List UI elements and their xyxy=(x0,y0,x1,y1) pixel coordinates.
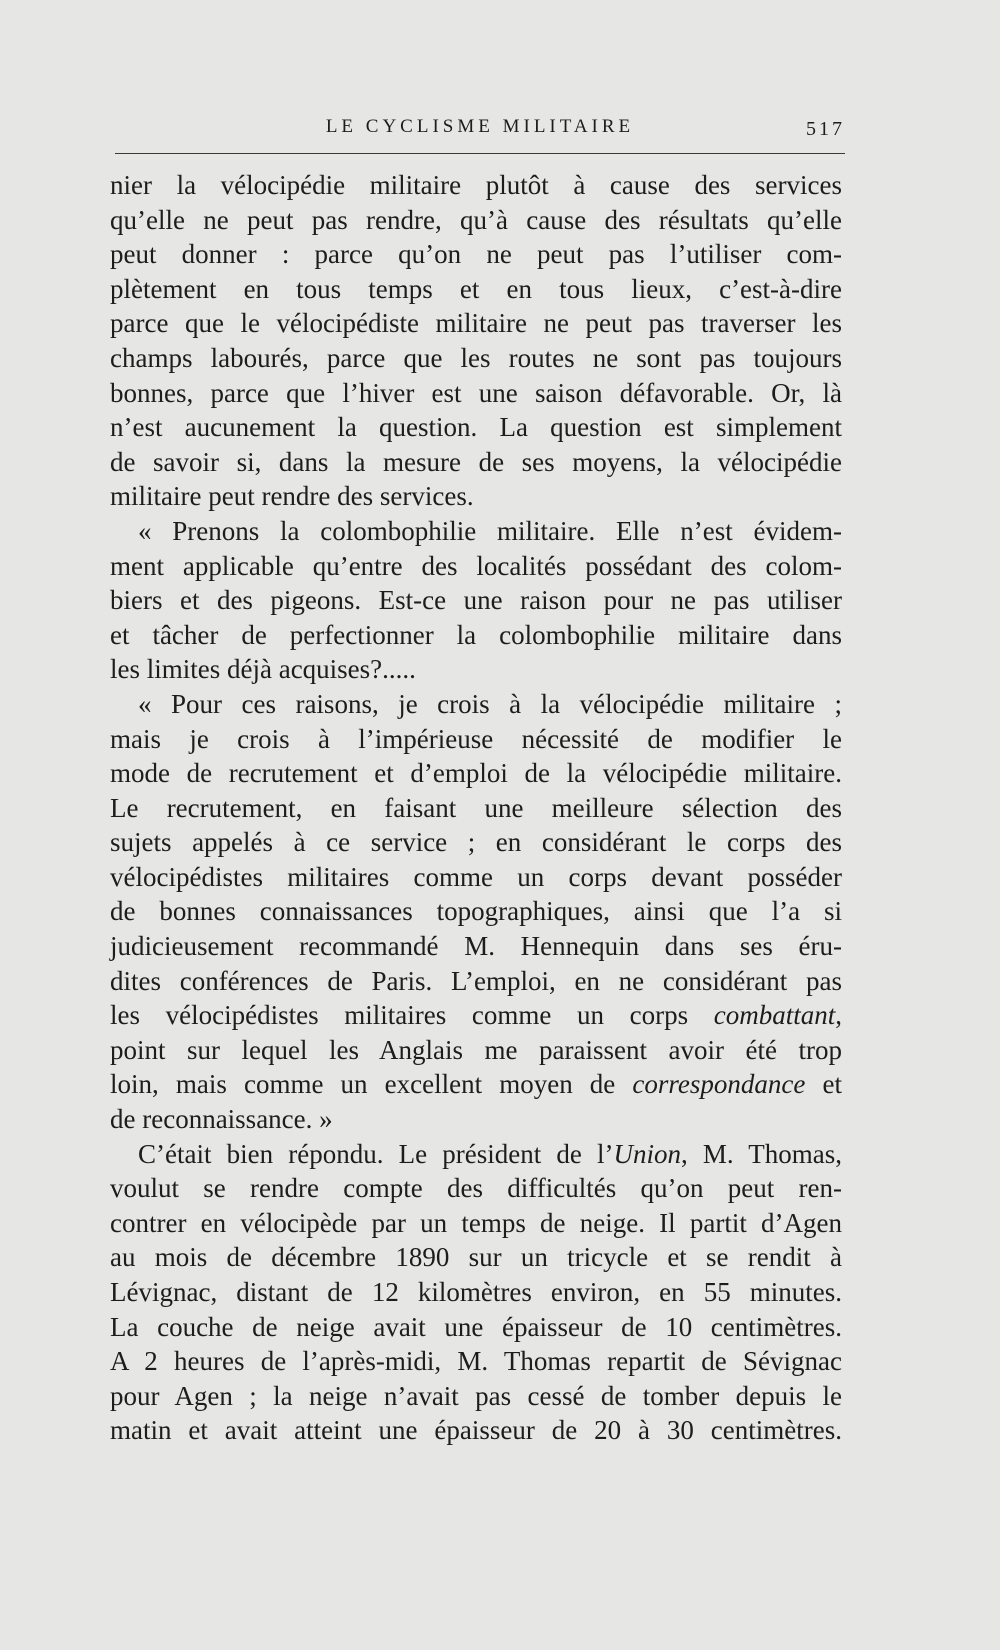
text-line: C’était bien répondu. Le président de l’Union, M. Thomas, xyxy=(138,1138,842,1169)
text-line: sujets appelés à ce service ; en considérant le corps des xyxy=(110,827,842,858)
text-line: Le recrutement, en faisant une meilleure sélection des xyxy=(110,792,842,823)
text-line: champs labourés, parce que les routes ne sont pas toujours xyxy=(110,342,842,373)
text-line: pour Agen ; la neige n’avait pas cessé de tomber depuis le xyxy=(110,1380,842,1411)
text-line: au mois de décembre 1890 sur un tricycle et se rendit à xyxy=(110,1242,842,1273)
text-line: « Pour ces raisons, je crois à la vélocipédie militaire ; xyxy=(138,688,842,719)
text-line: « Prenons la colombophilie militaire. Elle n’est évidem- xyxy=(138,515,842,546)
text-line: point sur lequel les Anglais me paraissent avoir été trop xyxy=(110,1034,842,1065)
text-line: biers et des pigeons. Est-ce une raison pour ne pas utiliser xyxy=(110,585,842,616)
text-line: vélocipédistes militaires comme un corps devant posséder xyxy=(110,861,842,892)
text-line: mode de recrutement et d’emploi de la vélocipédie militaire. xyxy=(110,758,842,789)
text-line: de savoir si, dans la mesure de ses moyens, la vélocipédie xyxy=(110,446,842,477)
body-text xyxy=(110,168,842,1448)
text-line: mais je crois à l’impérieuse nécessité de modifier le xyxy=(110,723,842,754)
text-line: dites conférences de Paris. L’emploi, en ne considérant pas xyxy=(110,965,842,996)
page-header xyxy=(115,108,845,144)
text-line: contrer en vélocipède par un temps de neige. Il partit d’Agen xyxy=(110,1207,842,1238)
text-line: matin et avait atteint une épaisseur de 20 à 30 centimètres. xyxy=(110,1415,842,1446)
text-line: parce que le vélocipédiste militaire ne peut pas traverser les xyxy=(110,308,842,339)
text-line: La couche de neige avait une épaisseur de 10 centimètres. xyxy=(110,1311,842,1342)
text-line: les limites déjà acquises?..... xyxy=(110,654,416,685)
header-rule xyxy=(115,153,845,154)
text-line: judicieusement recommandé M. Hennequin dans ses éru- xyxy=(110,931,842,962)
text-line: et tâcher de perfectionner la colombophilie militaire dans xyxy=(110,619,842,650)
text-line: de bonnes connaissances topographiques, ainsi que l’a si xyxy=(110,896,842,927)
text-line: nier la vélocipédie militaire plutôt à cause des services xyxy=(110,170,842,200)
text-line: loin, mais comme un excellent moyen de correspondance et xyxy=(110,1069,842,1100)
text-line: plètement en tous temps et en tous lieux, c’est-à-dire xyxy=(110,273,842,304)
text-line: Lévignac, distant de 12 kilomètres environ, en 55 minutes. xyxy=(110,1277,842,1307)
text-line: militaire peut rendre des services. xyxy=(110,481,474,512)
text-line: ment applicable qu’entre des localités possédant des colom- xyxy=(110,550,842,581)
running-title: LE CYCLISME MILITAIRE xyxy=(325,116,635,137)
page-number: 517 xyxy=(806,118,845,140)
text-line: peut donner : parce qu’on ne peut pas l’utiliser com- xyxy=(110,239,842,270)
text-line: A 2 heures de l’après-midi, M. Thomas repartit de Sévignac xyxy=(110,1346,842,1377)
text-line: bonnes, parce que l’hiver est une saison défavorable. Or, là xyxy=(110,377,842,408)
text-line: n’est aucunement la question. La question est simplement xyxy=(110,412,842,443)
text-line: de reconnaissance. » xyxy=(110,1104,333,1135)
text-line: voulut se rendre compte des difficultés qu’on peut ren- xyxy=(110,1173,842,1204)
text-line: qu’elle ne peut pas rendre, qu’à cause des résultats qu’elle xyxy=(110,204,842,235)
text-line: les vélocipédistes militaires comme un corps combattant, xyxy=(110,1000,842,1031)
